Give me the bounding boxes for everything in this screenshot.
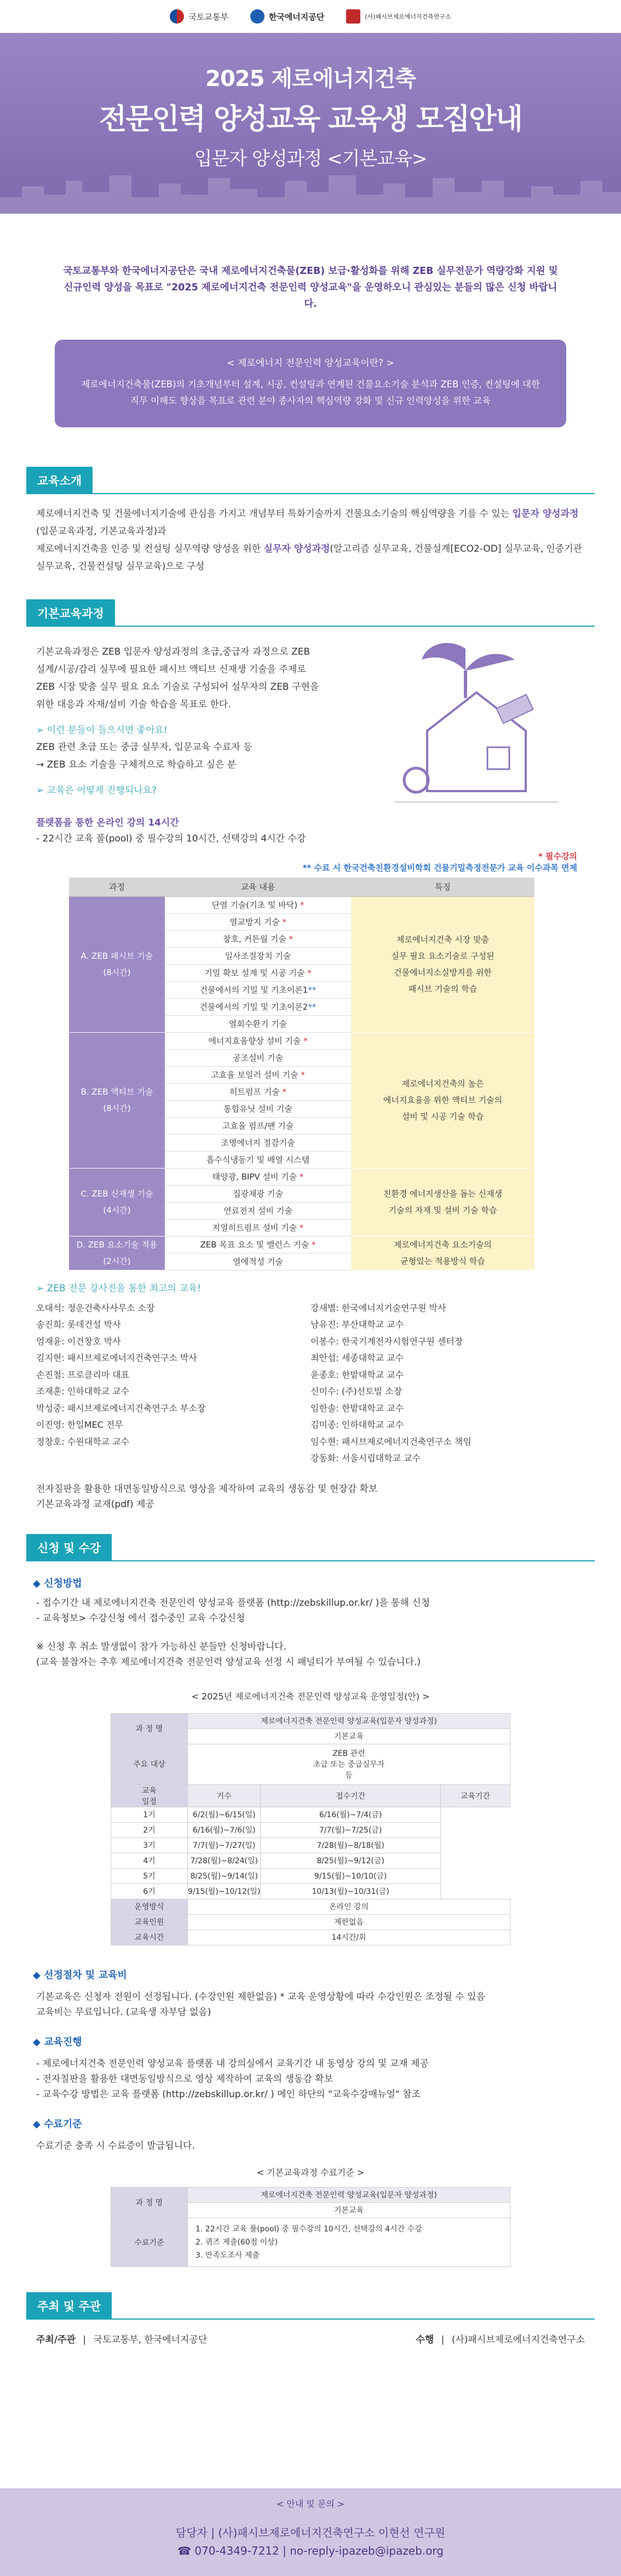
schedule-col-edu: 교육기간	[440, 1784, 510, 1807]
apply-h2: ◆ 선정절차 및 교육비	[33, 1969, 127, 1981]
schedule-course-name: 제로에너지건축 전문인력 양성교육(입문자 양성과정)	[188, 1713, 510, 1728]
hero-line3: 입문자 양성과정 <기본교육>	[194, 148, 427, 170]
logo-kea-label: 한국에너지공단	[268, 12, 325, 22]
schedule-method-label: 운영방식	[111, 1899, 188, 1914]
required-mark: *	[299, 1172, 304, 1182]
apply-h3: ◆ 교육진행	[33, 2036, 82, 2048]
schedule-cell: 7/7(월)~7/25(금)	[261, 1822, 440, 1837]
lecturer-item: 남유진: 부산대학교 교수	[311, 1319, 404, 1330]
curriculum-item: 기밀 확보 설계 및 시공 기술 *	[165, 964, 351, 981]
curriculum-item: 열에적성 기술	[165, 1253, 351, 1270]
curriculum-item: 흡수식냉동기 및 배열 시스템	[165, 1151, 351, 1168]
schedule-cell: 3기	[111, 1837, 188, 1853]
curriculum-item: 에너지효율향상 설비 기술 *	[165, 1032, 351, 1049]
section-host-title: 주최 및 주관	[26, 2292, 112, 2320]
schedule-row-hours	[111, 1930, 510, 1945]
lecturer-item: 이봉수: 한국기계전자시험연구원 센터장	[311, 1336, 463, 1347]
criteria-title: < 기본교육과정 수료기준 >	[256, 2167, 365, 2178]
schedule-row	[111, 1868, 510, 1884]
lecturer-item: 강새별: 한국에너지기술연구원 박사	[311, 1302, 446, 1313]
apply-l1	[36, 1595, 585, 1611]
hero-banner	[0, 33, 621, 214]
note-exempt: ** 수료 시 한국건축친환경설비학회 건물기밀측정전문가 교육 이수과목 면제	[302, 863, 577, 873]
schedule-people: 제한없음	[188, 1914, 510, 1930]
schedule-cell: 8/25(월)~9/12(금)	[261, 1853, 440, 1868]
curriculum-item: 지열히트펌프 설비 기술 *	[165, 1219, 351, 1236]
curriculum-row	[69, 1236, 534, 1253]
edu-intro-p1a: 제로에너지건축 및 건물에너지기술에 관심을 가지고 개념부터 특화기술까지 건물요소기술의 핵심역량을 기를 수 있는	[36, 508, 513, 519]
schedule-cell: 6/16(월)~7/6(일)	[188, 1822, 261, 1837]
footer-line2[interactable]: ☎ 070-4349-7212 | no-reply-ipazeb@ipazeb.org	[177, 2544, 444, 2557]
schedule-row	[111, 1884, 510, 1899]
basic-footer-text: 전자칠판을 활용한 대면동일방식으로 영상을 제작하여 교육의 생동감 및 현장감 확보 기본교육과정 교재(pdf) 제공	[36, 1483, 378, 1510]
kea-logo-icon	[250, 9, 264, 24]
curriculum-row	[69, 1032, 534, 1049]
apply-note: ※ 신청 후 취소 발생없이 참가 가능하신 분들만 신청바랍니다. (교육 불참자는 추후 제로에너지건축 전문인력 양성교육 선정 시 패널티가 부여될 수 있습니다.)	[36, 1641, 421, 1668]
schedule-cell: 9/15(월)~10/10(금)	[261, 1868, 440, 1884]
schedule-row-cols	[111, 1784, 510, 1807]
criteria-table	[111, 2187, 510, 2267]
curriculum-item: 태양광, BIPV 설비 기술 *	[165, 1168, 351, 1185]
curriculum-item: 단열 기술(기초 및 바닥) *	[165, 896, 351, 913]
required-mark: *	[282, 1087, 286, 1097]
lecturer-item: 이진영: 한일MEC 전무	[36, 1419, 123, 1430]
curriculum-item: 고효율 보일러 설비 기술 *	[165, 1066, 351, 1083]
lecturer-item: 손진철: 프로클리마 대표	[36, 1369, 130, 1380]
hero-line2: 전문인력 양성교육 교육생 모집안내	[99, 103, 522, 136]
schedule-hours: 14시간/회	[188, 1930, 510, 1945]
schedule-course-sub: 기본교육	[188, 1728, 510, 1744]
schedule-hours-label: 교육시간	[111, 1930, 188, 1945]
logo-molit	[170, 9, 228, 24]
curriculum-header-course: 과정	[69, 878, 165, 896]
basic-b2: - 22시간 교육 풀(pool) 중 필수강의 10시간, 선택강의 4시간 수강	[36, 833, 306, 844]
about-box-body: 제로에너지건축물(ZEB)의 기초개념부터 설계, 시공, 컨설팅과 연계된 건물요소기술 분석과 ZEB 인증, 컨설팅에 대한 직무 이해도 향상을 목표로 관련 분야 종사자의 핵심역량 강화 및 신규 인력양성을 위한 교육	[81, 379, 540, 406]
required-mark: *	[301, 1070, 305, 1080]
schedule-cell: 10/13(월)~10/31(금)	[261, 1884, 440, 1899]
schedule-cell: 6/16(월)~7/4(금)	[261, 1807, 440, 1822]
about-box-title	[77, 355, 544, 369]
curriculum-item: 열교방지 기술 *	[165, 913, 351, 930]
criteria-text: 1. 22시간 교육 풀(pool) 중 필수강의 10시간, 선택강의 4시간 수강 2. 퀴즈 제출(60점 이상) 3. 만족도조사 제출	[188, 2218, 510, 2266]
lecturer-item: 임한솔: 한밭대학교 교수	[311, 1403, 404, 1413]
schedule-row-target	[111, 1744, 510, 1784]
schedule-row-method	[111, 1899, 510, 1914]
schedule-row	[111, 1807, 510, 1822]
curriculum-course: C. ZEB 신재생 기술 (4시간)	[69, 1168, 165, 1236]
host-left-sep: |	[83, 2334, 87, 2345]
lecturers-title: ➢ ZEB 전문 강사진을 통한 최고의 교육!	[36, 1283, 202, 1294]
schedule-cell: 6/2(월)~6/15(일)	[188, 1807, 261, 1822]
schedule-title: < 2025년 제로에너지건축 전문인력 양성교육 운영일정(안) >	[191, 1691, 430, 1702]
schedule-course-label: 과 정 명	[111, 1713, 188, 1744]
edu-intro-p1c: (입문교육과정, 기본교육과정)과	[36, 526, 166, 537]
lecturer-item: 송진희: 롯데건설 박사	[36, 1319, 121, 1330]
apply-h1: ◆ 신청방법	[33, 1577, 82, 1589]
curriculum-item: 창호, 커튼월 기술 *	[165, 930, 351, 947]
curriculum-item: 히트펌프 기술 *	[165, 1083, 351, 1100]
lecturer-item: 오대석: 정운건축사사무소 소장	[36, 1302, 155, 1313]
required-mark: *	[300, 900, 304, 910]
schedule-row-course	[111, 1713, 510, 1728]
basic-q2: ➢ 교육은 어떻게 진행되나요?	[36, 785, 157, 796]
schedule-cell: 6기	[111, 1884, 188, 1899]
apply-l2: - 교육청보> 수강신청 에서 접수중인 교육 수강신청	[36, 1612, 245, 1624]
basic-intro-block	[0, 643, 621, 824]
lecturer-item: 김지현: 패시브제로에너지건축연구소 박사	[36, 1353, 197, 1363]
logo-ipazeb	[346, 9, 451, 24]
schedule-row	[111, 1822, 510, 1837]
required-mark: *	[282, 917, 286, 927]
curriculum-feature: 친환경 에너지생산을 돕는 신재생 기술의 자재 및 설비 기술 학습	[351, 1168, 534, 1236]
lecturer-item: 최안섭: 세종대학교 교수	[311, 1353, 404, 1363]
host-right-sep: |	[441, 2334, 445, 2345]
schedule-cell: 7/7(월)~7/27(일)	[188, 1837, 261, 1853]
about-box-title-text: < 제로에너지 전문인력 양성교육이란? >	[227, 358, 394, 369]
host-row	[36, 2332, 585, 2345]
curriculum-item: 통합유닛 설비 기술	[165, 1100, 351, 1117]
schedule-cell: 8/25(월)~9/14(일)	[188, 1868, 261, 1884]
footer-title: < 안내 및 문의 >	[276, 2499, 345, 2509]
apply-s4: 수료기준 충족 시 수료증이 발급됩니다.	[36, 2140, 195, 2151]
schedule-row	[111, 1853, 510, 1868]
basic-a2: → ZEB 요소 기술을 구체적으로 학습하고 싶은 분	[36, 759, 237, 770]
lecturer-item: 정창호: 수원대학교 교수	[36, 1436, 130, 1447]
section-apply-title: 신청 및 수강	[26, 1534, 112, 1561]
schedule-cell: 7/28(월)~8/24(일)	[188, 1853, 261, 1868]
lecturer-item: 신미수: (주)선토빌 소장	[311, 1386, 403, 1396]
contact-footer	[0, 2488, 621, 2576]
footer-line1: 담당자 | (사)패시브제로에너지건축연구소 이현선 연구원	[175, 2526, 446, 2539]
edu-intro-p2a: 제로에너지건축을 인증 및 컨설팅 실무역량 양성을 위한	[36, 543, 264, 554]
host-left-label: 주최/주관	[36, 2334, 76, 2345]
schedule-cell: 4기	[111, 1853, 188, 1868]
edu-intro-p2b: 실무자 양성과정	[263, 543, 330, 554]
curriculum-table	[69, 878, 534, 1270]
curriculum-item: 조명에너지 절감기술	[165, 1134, 351, 1151]
basic-desc: 기본교육과정은 ZEB 입문자 양성과정의 초급,중급자 과정으로 ZEB 설계/시공/감리 실무에 필요한 패시브 액티브 신재생 기술을 주제로 ZEB 시장 맞춤 실무 필요 요소 기술로 구성되어 설무자의 ZEB 구현을 위한 대응과 자재/설비 기술 학습을 목표로 한다.	[36, 646, 319, 710]
lecturer-item: 김미종: 인하대학교 교수	[311, 1419, 404, 1430]
host-left	[36, 2332, 207, 2345]
criteria-course-label: 과 정 명	[111, 2187, 188, 2218]
curriculum-item: ZEB 목표 요소 및 밸런스 기술 *	[165, 1236, 351, 1253]
schedule-row	[111, 1837, 510, 1853]
schedule-method: 온라인 강의	[188, 1899, 510, 1914]
logo-bar	[0, 0, 621, 33]
section-apply	[0, 1534, 621, 1561]
required-mark: *	[307, 968, 312, 978]
ipazeb-logo-icon	[346, 9, 360, 24]
section-basic	[0, 599, 621, 627]
apply-h4: ◆ 수료기준	[33, 2118, 82, 2130]
lecturer-item: 조재훈: 인하대학교 교수	[36, 1386, 130, 1396]
schedule-table	[111, 1713, 510, 1945]
section-basic-title: 기본교육과정	[26, 599, 115, 627]
schedule-cell: 2기	[111, 1822, 188, 1837]
required-mark: **	[308, 1002, 317, 1012]
logo-ipazeb-label: (사)패시브제로에너지건축연구소	[365, 13, 451, 20]
curriculum-item: 건물에서의 기밀 및 기초이론2**	[165, 998, 351, 1015]
curriculum-course: A. ZEB 패시브 기술 (8시간)	[69, 896, 165, 1032]
lecturer-item: 강동화: 서울시립대학교 교수	[311, 1453, 421, 1463]
edu-intro-text	[36, 505, 585, 575]
required-mark: *	[299, 1223, 304, 1233]
criteria-row-criteria	[111, 2218, 510, 2266]
criteria-row-course	[111, 2187, 510, 2202]
host-right	[416, 2332, 585, 2345]
basic-a1: ZEB 관련 초급 또는 중급 실무자, 입문교육 수료자 등	[36, 742, 252, 753]
curriculum-course: D. ZEB 요소기술 적용 (2시간)	[69, 1236, 165, 1270]
lecturers-right-col	[311, 1300, 585, 1467]
curriculum-item: 열회수환기 기술	[165, 1015, 351, 1032]
curriculum-header-feature: 특징	[351, 878, 534, 896]
schedule-people-label: 교육인원	[111, 1914, 188, 1930]
edu-intro-p1b: 입문자 양성과정	[512, 508, 579, 519]
molit-logo-icon	[170, 9, 184, 24]
host-right-label: 수행	[416, 2334, 434, 2345]
edu-intro-p2c: (알고리즘 실무교육, 건물설계[ECO2-OD] 실무교육, 인증기관 실무교육, 건물컨설팅 실무교육)으로 구성	[36, 543, 583, 572]
schedule-row-people	[111, 1914, 510, 1930]
schedule-cell: 5기	[111, 1868, 188, 1884]
required-mark: *	[303, 1036, 308, 1046]
schedule-cell: 7/28(월)~8/18(월)	[261, 1837, 440, 1853]
section-host	[0, 2292, 621, 2320]
lecturers-left-col	[36, 1300, 311, 1467]
required-mark: **	[308, 985, 317, 995]
lecturer-item: 박성중: 패시브제로에너지건축연구소 부소장	[36, 1403, 206, 1413]
curriculum-header-content: 교육 내용	[165, 878, 351, 896]
apply-l1-text[interactable]: - 접수기간 내 제로에너지건축 전문인력 양성교육 플랫폼 (http://zebskillup.or.kr/ )을 통해 신청	[36, 1597, 430, 1608]
schedule-cell: 9/15(월)~10/12(일)	[188, 1884, 261, 1899]
curriculum-item: 집광채광 기술	[165, 1185, 351, 1202]
curriculum-item: 일사조절장치 기술	[165, 947, 351, 964]
curriculum-feature: 제로에너지건축 요소기술의 균형있는 적용방식 학습	[351, 1236, 534, 1270]
curriculum-item: 고효율 펌프/팬 기술	[165, 1117, 351, 1134]
hero-line1: 2025 제로에너지건축	[205, 66, 416, 91]
section-edu-intro-title: 교육소개	[26, 467, 93, 494]
lecturer-item: 엄재윤: 이건창호 박사	[36, 1336, 121, 1347]
required-mark: *	[312, 1240, 316, 1250]
host-left-value: 국토교통부, 한국에너지공단	[93, 2334, 208, 2345]
logo-kea	[250, 9, 324, 24]
required-mark: *	[289, 934, 293, 944]
lecturer-item: 임수현: 패시브제로에너지건축연구소 책임	[311, 1436, 472, 1447]
criteria-course-name: 제로에너지건축 전문인력 양성교육(입문자 양성과정)	[188, 2187, 510, 2202]
apply-s2: 기본교육은 신청자 전원이 선정됩니다. (수강인원 제한없음) * 교육 운영상황에 따라 수강인원은 조정될 수 있음 교육비는 무료입니다. (교육생 자부담 없음)	[36, 1991, 485, 2018]
house-illustration-icon	[383, 638, 564, 818]
host-right-value: (사)패시브제로에너지건축연구소	[451, 2334, 585, 2345]
curriculum-feature: 제로에너지건축의 높은 에너지효율을 위한 액티브 기술의 설비 및 시공 기술 학습	[351, 1032, 534, 1168]
curriculum-row	[69, 896, 534, 913]
schedule-cell: 1기	[111, 1807, 188, 1822]
schedule-dates-label: 교육 일정	[111, 1784, 188, 1807]
curriculum-course: B. ZEB 액티브 기술 (8시간)	[69, 1032, 165, 1168]
intro-text: 국토교통부와 한국에너지공단은 국내 제로에너지건축물(ZEB) 보급·활성화를 위해 ZEB 실무전문가 역량강화 지원 및 신규인력 양성을 목표로 "2025 제로에너지건축 전문인력 양성교육"을 운영하오니 관심있는 분들의 많은 신청 바랍니다.	[63, 266, 558, 310]
curriculum-item: 연료전지 설비 기술	[165, 1202, 351, 1219]
criteria-label: 수료기준	[111, 2218, 188, 2266]
about-box	[55, 340, 566, 427]
note-required: * 필수강의	[538, 851, 577, 861]
lecturer-item: 윤종호: 한밭대학교 교수	[311, 1369, 404, 1380]
schedule-target-label: 주요 대상	[111, 1744, 188, 1784]
skyline-graphic	[0, 164, 621, 214]
curriculum-item: 공조설비 기술	[165, 1049, 351, 1066]
schedule-col-term: 기수	[188, 1784, 261, 1807]
curriculum-header-row	[69, 878, 534, 896]
curriculum-feature: 제로에너지건축 시장 맞춤 실무 필요 요소기술로 구성된 건물에너지소실방지를 위한 패시브 기술의 학습	[351, 896, 534, 1032]
section-edu-intro	[0, 467, 621, 494]
basic-b1-text: 플랫폼을 통한 온라인 강의 14시간	[36, 817, 179, 828]
criteria-course-sub: 기본교육	[188, 2202, 510, 2218]
lecturers-list	[36, 1300, 585, 1467]
logo-molit-label: 국토교통부	[188, 12, 228, 22]
curriculum-item: 건물에서의 기밀 및 기초이론1**	[165, 981, 351, 998]
schedule-target: ZEB 관련 초급 또는 중급실무자 등	[188, 1744, 510, 1784]
apply-s3: - 제로에너지건축 전문인력 양성교육 플랫폼 내 강의실에서 교육기간 내 동영상 강의 및 교재 제공 - 전자칠판을 활용한 대면동일방식으로 영상 제작하여 교육의 생동감 확보 - 교육수강 방법은 교육 플랫폼 (http://zebskillup.or.kr/ ) 메인 하단의 "교육수강매뉴얼" 참조	[36, 2058, 429, 2100]
schedule-col-apply: 접수기간	[261, 1784, 440, 1807]
basic-q1: ➢ 이런 분들이 들으시면 좋아요!	[36, 725, 168, 736]
curriculum-row	[69, 1168, 534, 1185]
